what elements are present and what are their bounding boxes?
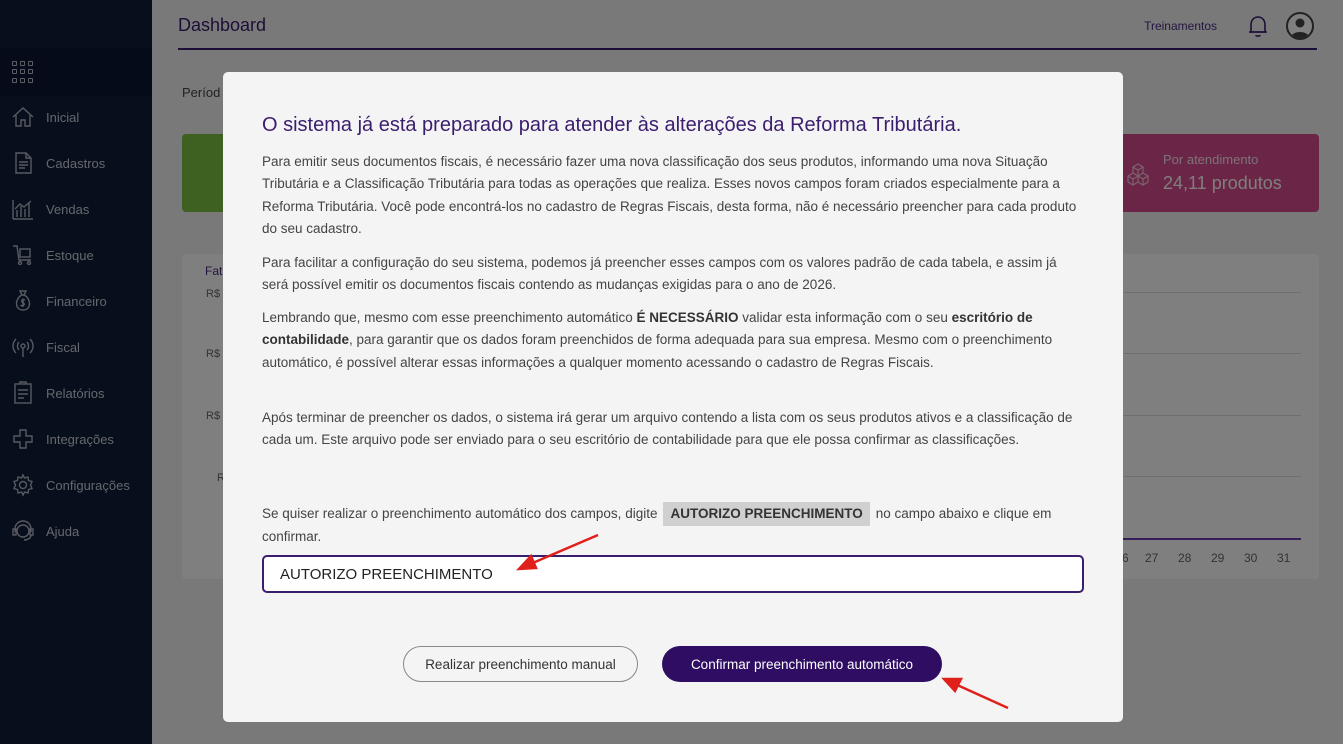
modal-title: O sistema já está preparado para atender às alterações da Reforma Tributária. <box>262 114 962 136</box>
emphasis-text: escritório de contabilidade <box>262 310 1033 348</box>
modal-paragraph-1: Para emitir seus documentos fiscais, é necessário fazer uma nova classificação dos seus produtos, informando uma nova Situação Tributária e a Classificação Tributária para todas as operações que realiza. Esses novos campos foram criados especialmente para a Reforma Tributária. Você pode encontrá-los no cadastro de Regras Fiscais, desta forma, não é necessário preencher para cada produto do seu cadastro. <box>262 154 1077 236</box>
modal-paragraph-2: Para facilitar a configuração do seu sistema, podemos já preencher esses campos com os valores padrão de cada tabela, e assim já será possível emitir os documentos fiscais contendo as mudanças exigidas para o ano de 2026. <box>262 255 1057 293</box>
emphasis-text: É NECESSÁRIO <box>636 310 739 325</box>
modal-paragraph-4: Após terminar de preencher os dados, o sistema irá gerar um arquivo contendo a lista com os seus produtos ativos e a classificação de cada um. Este arquivo pode ser enviado para o seu escritório de contabilidade para que ele possa confirmar as classificações. <box>262 410 1073 448</box>
confirm-auto-fill-button[interactable]: Confirmar preenchimento automático <box>662 646 942 682</box>
modal-paragraph-3: Lembrando que, mesmo com esse preenchimento automático É NECESSÁRIO validar esta informação com o seu escritório de contabilidade, para garantir que os dados foram preenchidos de forma adequada para sua empresa. Mesmo com o preenchimento automático, é possível alterar essas informações a qualquer momento acessando o cadastro de Regras Fiscais. <box>262 310 1053 370</box>
tax-reform-modal <box>223 72 1123 722</box>
authorization-instruction: Se quiser realizar o preenchimento automático dos campos, digite AUTORIZO PREENCHIMENTO no campo abaixo e clique em confirmar. <box>262 502 1082 549</box>
authorization-keyword: AUTORIZO PREENCHIMENTO <box>663 502 869 526</box>
authorization-input[interactable] <box>262 555 1084 593</box>
manual-fill-button[interactable]: Realizar preenchimento manual <box>403 646 638 682</box>
